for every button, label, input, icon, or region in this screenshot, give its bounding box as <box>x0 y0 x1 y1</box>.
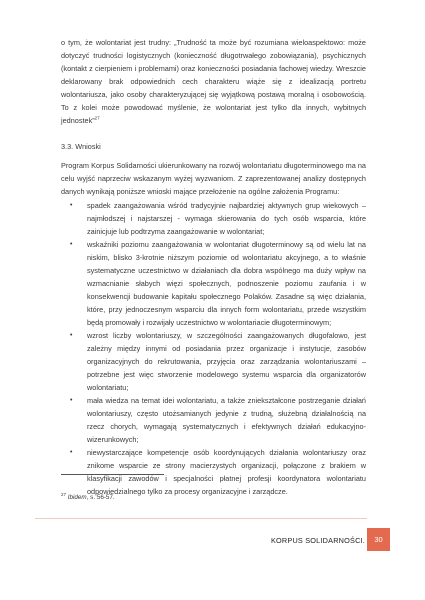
footer-divider <box>35 518 367 519</box>
footnote-pages: , s. 56-57. <box>86 494 115 501</box>
conclusions-list <box>61 199 366 498</box>
footnote-divider <box>61 474 164 475</box>
list-item-text: spadek zaangażowania wśród tradycyjnie najbardziej aktywnych grup wiekowych – najmłodszej i najstarszej - wymaga skierowania do tych osób wsparcia, które zainicjuje lub podtrzyma zaangażowanie w wolontariat; <box>87 201 366 236</box>
section-heading: 3.3. Wnioski <box>61 142 101 151</box>
footnote-number: 27 <box>61 491 67 497</box>
footer-title: KORPUS SOLIDARNOŚCI. <box>270 536 365 545</box>
list-item <box>61 238 366 329</box>
section-lead-paragraph: Program Korpus Solidarności ukierunkowany na rozwój wolontariatu długoterminowego ma na celu wyjść naprzeciw wskazanym wyżej wyzwaniom. Z zaprezentowanej analizy dostępnych danych wynikają poniższe wnioski mające przełożenie na ogólne założenia Programu: <box>61 161 366 196</box>
list-item-text: wskaźniki poziomu zaangażowania w wolontariat długoterminowy są od wielu lat na niskim, blisko 3-krotnie niższym poziomie od wolontariatu akcyjnego, a to właśnie systematyczne uczestnictwo w działaniach dla dobra wspólnego ma duży wpływ na wzmacnianie słabych więzi społecznych, podnoszenie poziomu zaufania i w konsekwencji budowanie kapitału społecznego Polaków. Zasadne są więc działania, które, przy jednoczesnym wsparciu dla innych form wolontariatu, przede wszystkim będą promowały i rozwijały uczestnictwo w wolontariacie długoterminowym; <box>87 240 366 327</box>
list-item-text: mała wiedza na temat idei wolontariatu, a także zniekształcone postrzeganie działań wolontariuszy, często utożsamianych jedynie z trudną, służebną działalnością na rzecz chorych, wymagają systematycznych i efektywnych działań edukacyjno-wizerunkowych; <box>87 396 366 444</box>
footnote <box>61 493 115 503</box>
bullet-icon: • <box>70 202 73 209</box>
bullet-icon: • <box>70 241 73 248</box>
bullet-icon: • <box>70 397 73 404</box>
bullet-icon: • <box>70 332 73 339</box>
footnote-reference: 27 <box>94 115 100 121</box>
page-number-badge: 30 <box>367 528 390 551</box>
intro-text: o tym, że wolontariat jest trudny: „Trudność ta może być rozumiana wieloaspektowo: może dotyczyć trudności logistycznych (konieczność długotrwałego zobowiązania), psychicznych (kontakt z cierpieniem i problemami) oraz konieczności posiadania fachowej wiedzy. Wreszcie deklarowany brak odpowiednich cech charakteru wiąże się z idealizacją portretu wolontariusza, jako osoby charakteryzującej się wyjątkową postawą moralną i osobowością. To z kolei może powodować myślenie, że wolontariat jest tylko dla innych, wybitnych jednostek” <box>61 38 366 125</box>
list-item <box>61 199 366 238</box>
list-item <box>61 446 366 498</box>
intro-paragraph <box>61 36 366 127</box>
bullet-icon: • <box>70 449 73 456</box>
list-item-text: niewystarczające kompetencje osób koordynujących działania wolontariuszy oraz znikome wsparcie ze strony macierzystych organizacji, połączone z brakiem w klasyfikacji zawodów i specjalności płatnej profesji koordynatora wolontariatu odpowiedzialnego tylko za procesy organizacyjne i zarządcze. <box>87 448 366 496</box>
footnote-source: Ibidem <box>67 494 87 501</box>
list-item-text: wzrost liczby wolontariuszy, w szczególności zaangażowanych długofalowo, jest zależny między innymi od posiadania przez organizacje i instytucje, zasobów organizacyjnych do rekrutowania, przyjęcia oraz zarządzania wolontariuszami – potrzebne jest więc stworzenie modelowego systemu wsparcia dla organizatorów wolontariatu; <box>87 331 366 392</box>
list-item <box>61 329 366 394</box>
list-item <box>61 394 366 446</box>
